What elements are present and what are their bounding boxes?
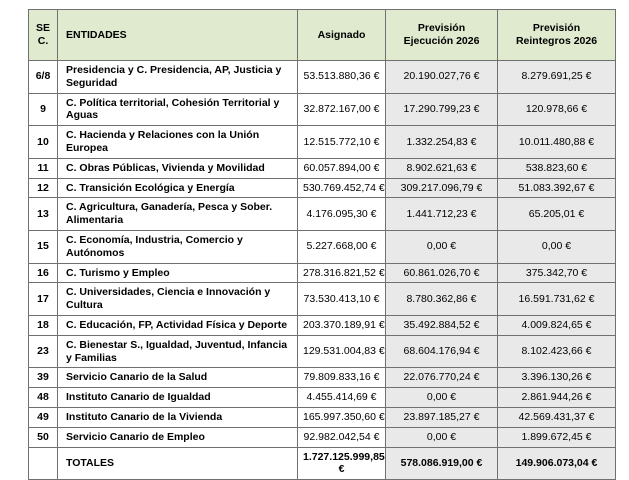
cell-asignado: 60.057.894,00 € xyxy=(298,158,386,178)
column-header-prevision-reintegros-line2: Reintegros 2026 xyxy=(515,35,598,47)
cell-prevision-reintegros: 65.205,01 € xyxy=(498,198,616,231)
cell-prevision-ejecucion: 8.902.621,63 € xyxy=(386,158,498,178)
cell-entidad-total: TOTALES xyxy=(58,447,298,480)
table-row xyxy=(29,407,616,427)
cell-entidad: Instituto Canario de la Vivienda xyxy=(58,407,298,427)
table-row xyxy=(29,198,616,231)
table-row xyxy=(29,230,616,263)
table-row xyxy=(29,283,616,316)
cell-sec: 16 xyxy=(29,263,58,283)
table-header xyxy=(29,10,616,61)
table-row-totals xyxy=(29,447,616,480)
cell-prevision-ejecucion: 309.217.096,79 € xyxy=(386,178,498,198)
cell-sec: 50 xyxy=(29,427,58,447)
cell-entidad: Servicio Canario de Empleo xyxy=(58,427,298,447)
cell-asignado-total: 1.727.125.999,85 € xyxy=(298,447,386,480)
cell-asignado: 32.872.167,00 € xyxy=(298,93,386,126)
cell-asignado: 4.176.095,30 € xyxy=(298,198,386,231)
column-header-asignado: Asignado xyxy=(298,10,386,61)
column-header-prevision-ejecucion-line1: Previsión xyxy=(417,22,466,35)
cell-entidad: Presidencia y C. Presidencia, AP, Justicia y Seguridad xyxy=(58,61,298,94)
budget-table-container xyxy=(28,9,615,480)
table-row xyxy=(29,178,616,198)
cell-prevision-ejecucion: 20.190.027,76 € xyxy=(386,61,498,94)
cell-sec: 17 xyxy=(29,283,58,316)
cell-entidad: C. Bienestar S., Igualdad, Juventud, Infancia y Familias xyxy=(58,335,298,368)
cell-asignado: 5.227.668,00 € xyxy=(298,230,386,263)
cell-asignado: 79.809.833,16 € xyxy=(298,368,386,388)
cell-entidad: C. Hacienda y Relaciones con la Unión Europea xyxy=(58,126,298,159)
cell-asignado: 278.316.821,52 € xyxy=(298,263,386,283)
cell-entidad: C. Política territorial, Cohesión Territorial y Aguas xyxy=(58,93,298,126)
cell-prevision-reintegros: 375.342,70 € xyxy=(498,263,616,283)
cell-prevision-reintegros: 1.899.672,45 € xyxy=(498,427,616,447)
cell-entidad: C. Economía, Industria, Comercio y Autónomos xyxy=(58,230,298,263)
cell-sec: 13 xyxy=(29,198,58,231)
table-row xyxy=(29,315,616,335)
cell-prevision-ejecucion: 0,00 € xyxy=(386,230,498,263)
cell-asignado: 92.982.042,54 € xyxy=(298,427,386,447)
cell-sec: 18 xyxy=(29,315,58,335)
cell-entidad: Servicio Canario de la Salud xyxy=(58,368,298,388)
cell-prevision-ejecucion: 1.441.712,23 € xyxy=(386,198,498,231)
cell-prevision-ejecucion: 17.290.799,23 € xyxy=(386,93,498,126)
cell-sec: 15 xyxy=(29,230,58,263)
cell-prevision-reintegros: 8.102.423,66 € xyxy=(498,335,616,368)
cell-prevision-reintegros-total: 149.906.073,04 € xyxy=(498,447,616,480)
table-row xyxy=(29,427,616,447)
cell-asignado: 53.513.880,36 € xyxy=(298,61,386,94)
column-header-sec: SEC. xyxy=(29,10,58,61)
cell-prevision-ejecucion: 0,00 € xyxy=(386,427,498,447)
table-row xyxy=(29,335,616,368)
cell-sec: 11 xyxy=(29,158,58,178)
cell-prevision-reintegros: 10.011.480,88 € xyxy=(498,126,616,159)
cell-sec: 6/8 xyxy=(29,61,58,94)
cell-prevision-ejecucion: 0,00 € xyxy=(386,388,498,408)
cell-sec: 9 xyxy=(29,93,58,126)
cell-entidad: C. Transición Ecológica y Energía xyxy=(58,178,298,198)
table-header-row xyxy=(29,10,616,61)
column-header-prevision-ejecucion xyxy=(386,10,498,61)
cell-prevision-reintegros: 4.009.824,65 € xyxy=(498,315,616,335)
table-row xyxy=(29,61,616,94)
cell-sec-total xyxy=(29,447,58,480)
table-row xyxy=(29,368,616,388)
table-row xyxy=(29,158,616,178)
cell-prevision-reintegros: 2.861.944,26 € xyxy=(498,388,616,408)
cell-prevision-reintegros: 51.083.392,67 € xyxy=(498,178,616,198)
cell-prevision-reintegros: 16.591.731,62 € xyxy=(498,283,616,316)
table-row xyxy=(29,126,616,159)
table-body xyxy=(29,61,616,480)
cell-prevision-ejecucion: 22.076.770,24 € xyxy=(386,368,498,388)
table-row xyxy=(29,263,616,283)
cell-prevision-ejecucion: 8.780.362,86 € xyxy=(386,283,498,316)
cell-sec: 48 xyxy=(29,388,58,408)
cell-asignado: 129.531.004,83 € xyxy=(298,335,386,368)
cell-prevision-reintegros: 3.396.130,26 € xyxy=(498,368,616,388)
cell-asignado: 203.370.189,91 € xyxy=(298,315,386,335)
cell-prevision-reintegros: 0,00 € xyxy=(498,230,616,263)
cell-sec: 39 xyxy=(29,368,58,388)
table-row xyxy=(29,388,616,408)
cell-prevision-ejecucion: 68.604.176,94 € xyxy=(386,335,498,368)
column-header-entidades: ENTIDADES xyxy=(58,10,298,61)
cell-prevision-reintegros: 8.279.691,25 € xyxy=(498,61,616,94)
cell-prevision-reintegros: 538.823,60 € xyxy=(498,158,616,178)
cell-prevision-ejecucion: 35.492.884,52 € xyxy=(386,315,498,335)
cell-sec: 23 xyxy=(29,335,58,368)
cell-prevision-ejecucion: 23.897.185,27 € xyxy=(386,407,498,427)
cell-prevision-ejecucion: 60.861.026,70 € xyxy=(386,263,498,283)
cell-prevision-reintegros: 120.978,66 € xyxy=(498,93,616,126)
cell-entidad: C. Universidades, Ciencia e Innovación y Cultura xyxy=(58,283,298,316)
cell-prevision-ejecucion-total: 578.086.919,00 € xyxy=(386,447,498,480)
column-header-prevision-ejecucion-line2: Ejecución 2026 xyxy=(403,35,480,47)
budget-table xyxy=(28,9,616,480)
cell-asignado: 530.769.452,74 € xyxy=(298,178,386,198)
cell-sec: 10 xyxy=(29,126,58,159)
cell-entidad: Instituto Canario de Igualdad xyxy=(58,388,298,408)
cell-entidad: C. Turismo y Empleo xyxy=(58,263,298,283)
cell-asignado: 165.997.350,60 € xyxy=(298,407,386,427)
cell-asignado: 4.455.414,69 € xyxy=(298,388,386,408)
cell-prevision-ejecucion: 1.332.254,83 € xyxy=(386,126,498,159)
cell-sec: 49 xyxy=(29,407,58,427)
cell-sec: 12 xyxy=(29,178,58,198)
cell-asignado: 12.515.772,10 € xyxy=(298,126,386,159)
table-row xyxy=(29,93,616,126)
column-header-prevision-reintegros xyxy=(498,10,616,61)
cell-entidad: C. Educación, FP, Actividad Física y Deporte xyxy=(58,315,298,335)
column-header-prevision-reintegros-line1: Previsión xyxy=(532,22,581,35)
cell-entidad: C. Agricultura, Ganadería, Pesca y Sober. Alimentaria xyxy=(58,198,298,231)
cell-prevision-reintegros: 42.569.431,37 € xyxy=(498,407,616,427)
cell-asignado: 73.530.413,10 € xyxy=(298,283,386,316)
cell-entidad: C. Obras Públicas, Vivienda y Movilidad xyxy=(58,158,298,178)
